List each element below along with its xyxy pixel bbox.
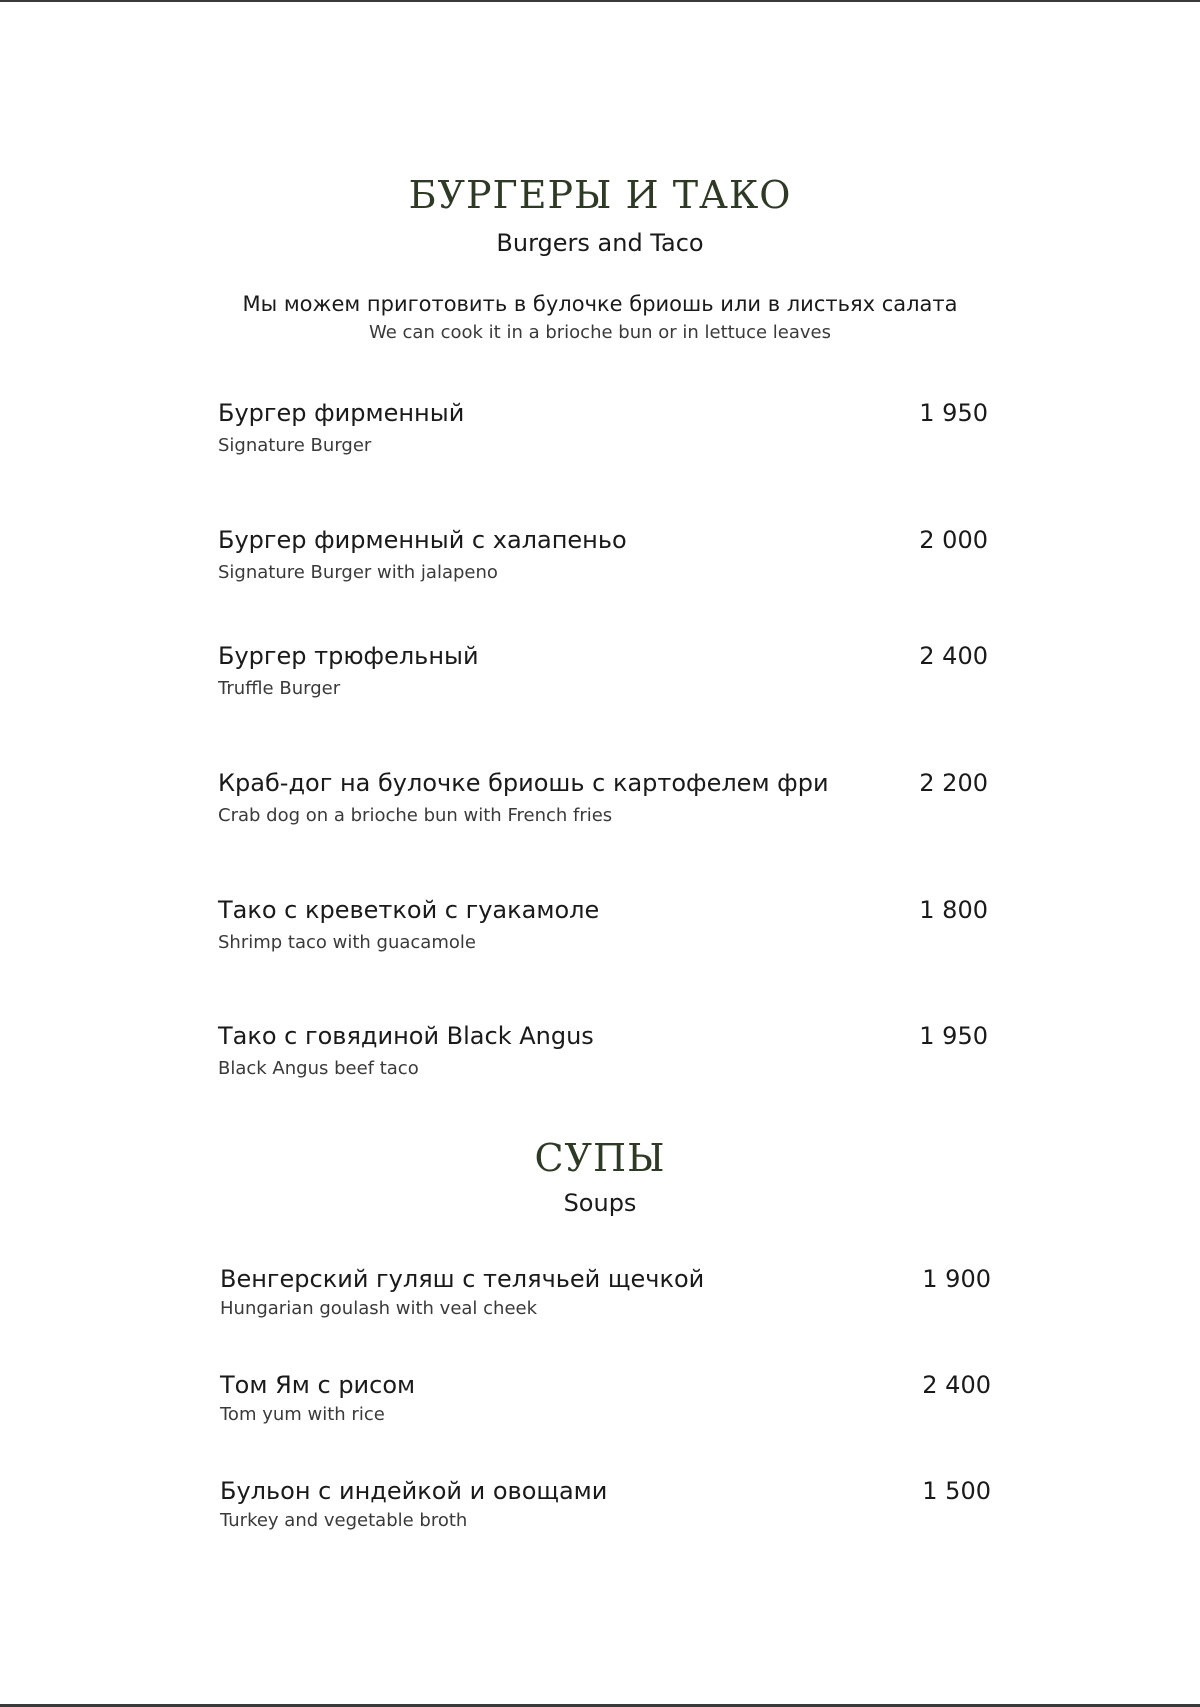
item-price: 1 950 [919, 399, 988, 427]
item-name: Бургер трюфельный [218, 642, 479, 670]
section-subtitle-burgers: Burgers and Taco [496, 229, 704, 257]
item-name: Бульон с индейкой и овощами [220, 1477, 608, 1505]
item-name: Тако с говядиной Black Angus [218, 1022, 594, 1050]
item-name: Бургер фирменный с халапеньо [218, 526, 627, 554]
item-name-en: Black Angus beef taco [218, 1058, 419, 1079]
item-name-en: Crab dog on a brioche bun with French fries [218, 805, 613, 826]
item-name-en: Shrimp taco with guacamole [218, 932, 476, 953]
item-price: 1 800 [919, 896, 988, 924]
item-price: 1 950 [919, 1022, 988, 1050]
item-name: Венгерский гуляш с телячьей щечкой [220, 1265, 705, 1293]
section-title-burgers: БУРГЕРЫ И ТАКО [408, 173, 792, 217]
section-note-en: We can cook it in a brioche bun or in lettuce leaves [369, 322, 831, 343]
item-price: 1 500 [922, 1477, 991, 1505]
item-name-en: Hungarian goulash with veal cheek [220, 1298, 538, 1319]
item-price: 2 200 [919, 769, 988, 797]
item-name-en: Signature Burger with jalapeno [218, 562, 498, 583]
item-name-en: Turkey and vegetable broth [220, 1510, 468, 1531]
item-price: 2 000 [919, 526, 988, 554]
section-note-ru: Мы можем приготовить в булочке бриошь или в листьях салата [242, 292, 958, 316]
top-border [0, 0, 1200, 2]
item-name-en: Tom yum with rice [220, 1404, 385, 1425]
item-price: 2 400 [919, 642, 988, 670]
item-price: 1 900 [922, 1265, 991, 1293]
item-name-en: Signature Burger [218, 435, 372, 456]
item-price: 2 400 [922, 1371, 991, 1399]
item-name-en: Truffle Burger [218, 678, 341, 699]
section-subtitle-soups: Soups [563, 1189, 637, 1217]
item-name: Тако с креветкой с гуакамоле [218, 896, 600, 924]
section-title-soups: СУПЫ [534, 1136, 666, 1180]
item-name: Краб-дог на булочке бриошь с картофелем фри [218, 769, 829, 797]
item-name: Том Ям с рисом [220, 1371, 416, 1399]
item-name: Бургер фирменный [218, 399, 465, 427]
